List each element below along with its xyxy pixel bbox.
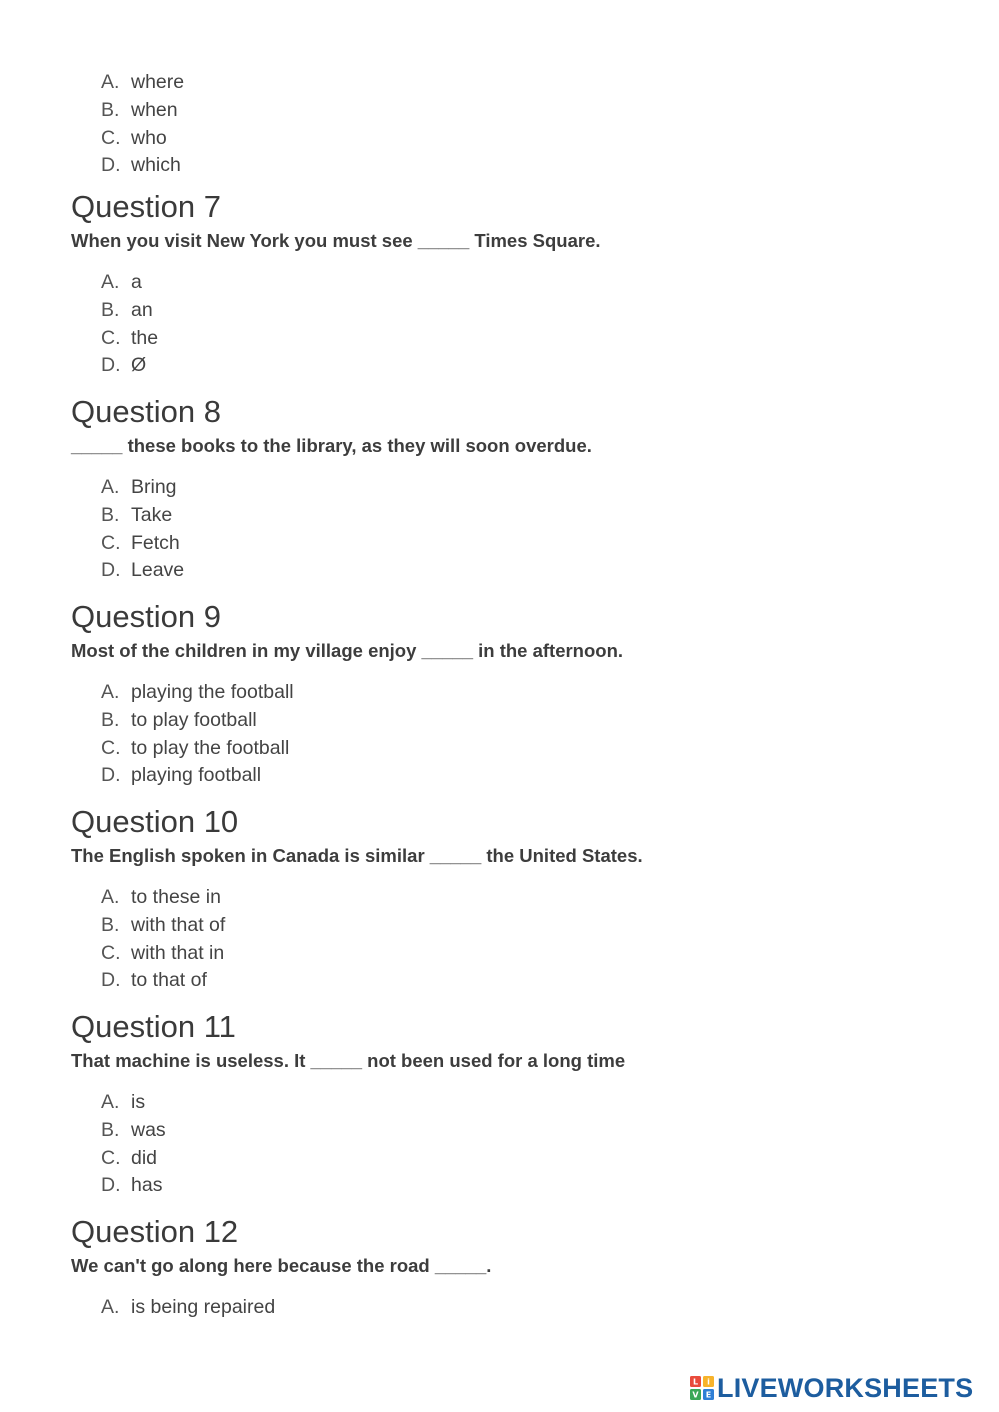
option-letter: A. [101, 1296, 120, 1318]
option-letter: A. [101, 1091, 120, 1113]
option-text: is [131, 1091, 146, 1113]
question-options [101, 1089, 951, 1200]
liveworksheets-logo [690, 1372, 973, 1404]
option-a[interactable] [101, 69, 184, 97]
option-b[interactable] [101, 707, 951, 735]
question-options [101, 269, 951, 380]
option-text: where [131, 71, 185, 93]
option-c[interactable] [101, 325, 951, 353]
option-text: did [131, 1146, 158, 1169]
option-d[interactable] [101, 967, 951, 995]
option-text: to that of [131, 969, 207, 992]
option-c[interactable] [101, 125, 184, 153]
question-12 [71, 1214, 951, 1322]
option-text: was [131, 1118, 166, 1141]
option-b[interactable] [101, 97, 184, 125]
question-10 [71, 804, 951, 995]
option-letter: B. [101, 708, 120, 731]
option-letter: A. [101, 681, 120, 703]
option-a[interactable] [101, 1089, 951, 1117]
option-c[interactable] [101, 735, 951, 763]
option-letter: C. [101, 736, 121, 759]
option-letter: B. [101, 98, 120, 121]
option-text: to play football [131, 708, 257, 731]
question-options [101, 884, 951, 995]
option-a[interactable] [101, 679, 951, 707]
option-text: Take [131, 503, 173, 526]
option-text: has [131, 1174, 163, 1197]
option-d[interactable] [101, 152, 184, 180]
question-title: Question 8 [71, 394, 221, 429]
question-text: We can't go along here because the road _____. [71, 1255, 492, 1276]
option-a[interactable] [101, 474, 951, 502]
option-text: the [131, 326, 159, 349]
option-b[interactable] [101, 297, 951, 325]
question-options [101, 474, 951, 585]
option-a[interactable] [101, 884, 951, 912]
option-letter: D. [101, 969, 121, 992]
option-text: a [131, 271, 142, 293]
option-c[interactable] [101, 940, 951, 968]
option-letter: B. [101, 298, 120, 321]
option-text: Ø [131, 354, 147, 377]
option-text: Fetch [131, 531, 180, 554]
option-text: who [131, 126, 167, 149]
svg-text:V: V [692, 1390, 699, 1400]
svg-text:L: L [692, 1377, 699, 1387]
option-letter: C. [101, 326, 121, 349]
question-text: The English spoken in Canada is similar _____ the United States. [71, 845, 643, 866]
option-d[interactable] [101, 762, 951, 790]
option-text: Leave [131, 559, 185, 582]
option-b[interactable] [101, 912, 951, 940]
option-d[interactable] [101, 557, 951, 585]
question-11 [71, 1009, 951, 1200]
option-letter: D. [101, 559, 121, 582]
option-a[interactable] [101, 1294, 951, 1322]
option-text: when [131, 98, 178, 121]
question-text: Most of the children in my village enjoy _____ in the afternoon. [71, 640, 624, 661]
option-d[interactable] [101, 352, 951, 380]
option-letter: D. [101, 154, 121, 177]
option-letter: A. [101, 886, 120, 908]
question-title: Question 11 [71, 1009, 236, 1044]
option-letter: D. [101, 1174, 121, 1197]
svg-text:i: i [707, 1377, 710, 1387]
option-text: which [131, 154, 181, 177]
svg-text:E: E [705, 1390, 712, 1400]
option-text: with that in [131, 941, 225, 964]
question-title: Question 12 [71, 1214, 239, 1249]
question-text: _____ these books to the library, as they will soon overdue. [71, 435, 592, 456]
option-a[interactable] [101, 269, 951, 297]
option-letter: D. [101, 764, 121, 787]
option-letter: A. [101, 271, 120, 293]
question-9 [71, 599, 951, 790]
option-c[interactable] [101, 530, 951, 558]
option-text: playing football [131, 764, 262, 787]
option-text: an [131, 298, 153, 321]
question-8 [71, 394, 951, 585]
option-letter: C. [101, 126, 121, 149]
option-c[interactable] [101, 1145, 951, 1173]
option-letter: B. [101, 503, 120, 526]
option-text: Bring [131, 476, 177, 498]
option-text: to play the football [131, 736, 290, 759]
question-title: Question 10 [71, 804, 239, 839]
option-text: to these in [131, 886, 221, 908]
option-letter: C. [101, 1146, 121, 1169]
question-options [101, 679, 951, 790]
previous-question-options [101, 69, 184, 180]
option-text: is being repaired [131, 1296, 276, 1318]
option-letter: D. [101, 354, 121, 377]
option-letter: A. [101, 71, 120, 93]
question-title: Question 7 [71, 189, 221, 224]
option-letter: A. [101, 476, 120, 498]
question-7 [71, 189, 951, 380]
question-title: Question 9 [71, 599, 221, 634]
option-letter: C. [101, 941, 121, 964]
option-text: with that of [131, 913, 226, 936]
liveworksheets-logo-icon [690, 1376, 714, 1400]
brand-name: LIVEWORKSHEETS [717, 1372, 974, 1403]
option-b[interactable] [101, 1117, 951, 1145]
option-b[interactable] [101, 502, 951, 530]
option-letter: C. [101, 531, 121, 554]
option-letter: B. [101, 913, 120, 936]
option-text: playing the football [131, 681, 294, 703]
option-d[interactable] [101, 1172, 951, 1200]
question-text: When you visit New York you must see _____ Times Square. [71, 230, 601, 251]
question-text: That machine is useless. It _____ not been used for a long time [71, 1050, 626, 1071]
question-options [101, 1294, 951, 1322]
option-letter: B. [101, 1118, 120, 1141]
